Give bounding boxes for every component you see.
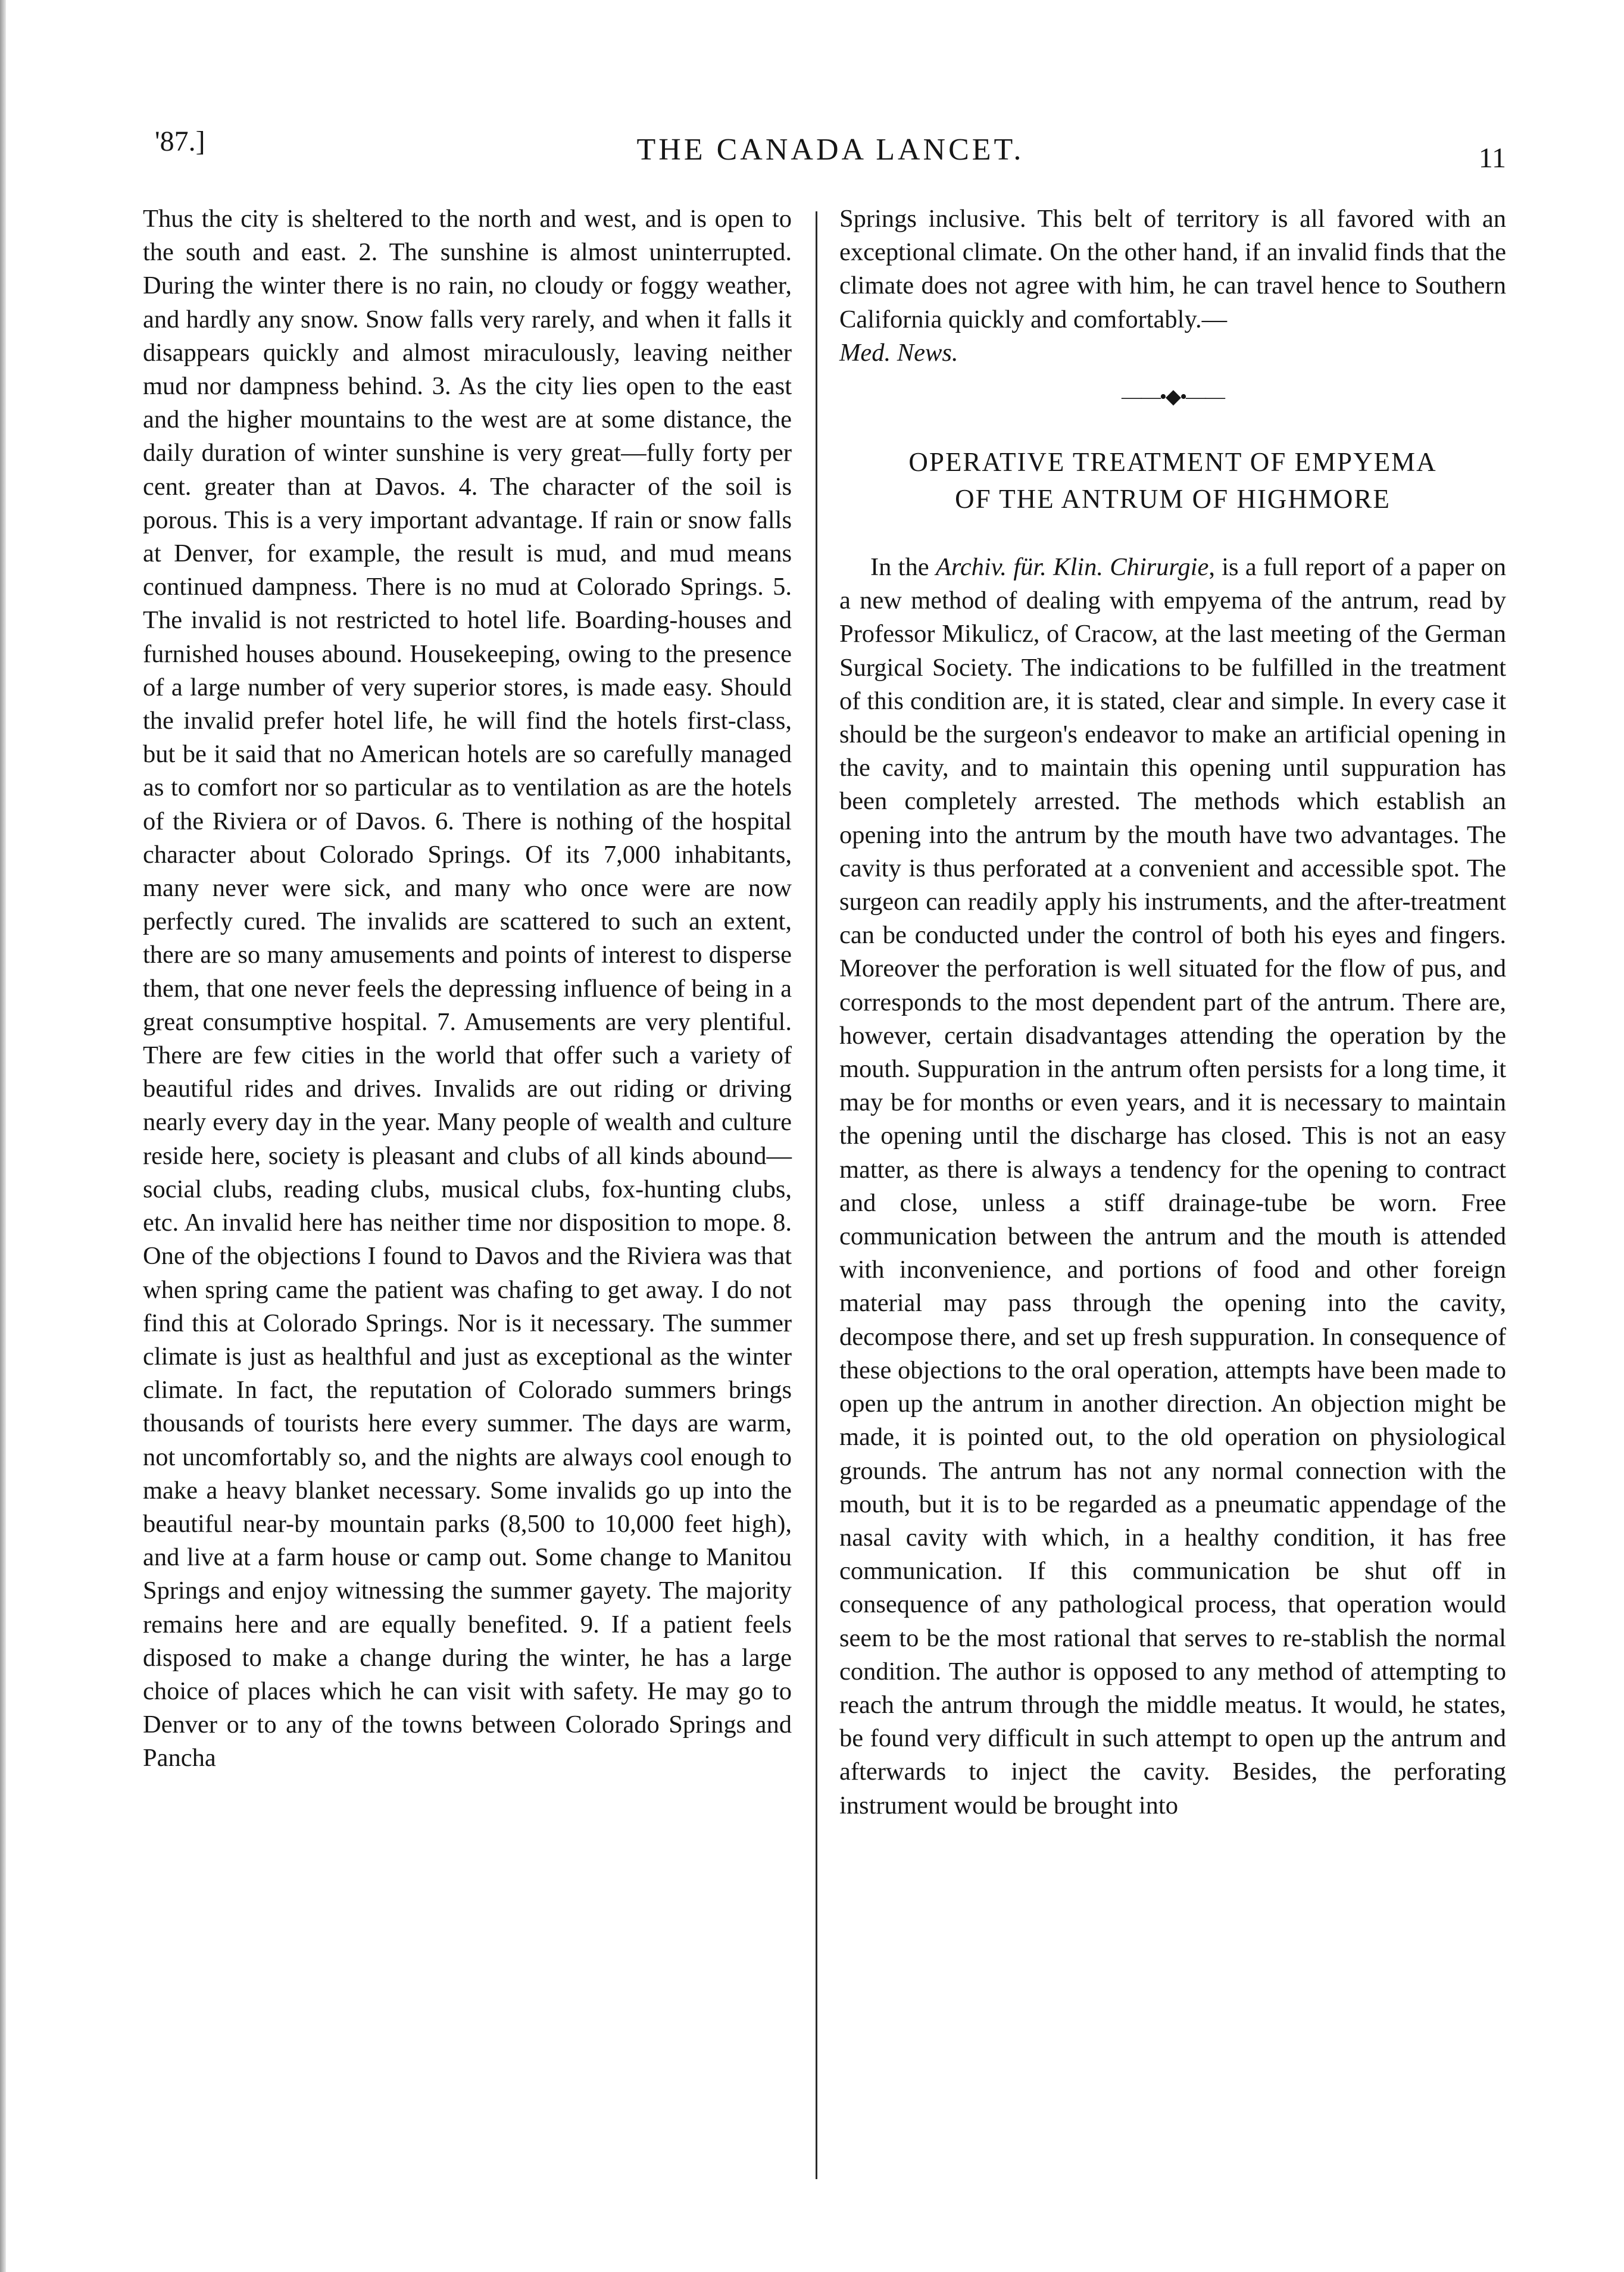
section-ornament: ——•◆•—— [1122, 386, 1224, 408]
article-intro: In the [870, 553, 936, 582]
source-attribution: Med. News. [839, 338, 958, 367]
left-column-text: Thus the city is sheltered to the north and west, and is open to the south and east. 2. The sunshine is almost uninterrupted. During the winter there is no rain, no cloudy or foggy weather, and hardly any snow. Snow falls very rarely, and when it falls it disappears quickly and almost miraculously, leaving neither mud nor dampness behind. 3. As the city lies open to the east and the higher mountains to the west are at some distance, the daily duration of winter sunshine is very great—fully forty per cent. greater than at Davos. 4. The character of the soil is porous. This is a very important advantage. If rain or snow falls at Denver, for example, the result is mud, and mud means continued dampness. There is no mud at Colorado Springs. 5. The invalid is not restricted to hotel life. Boarding-houses and furnished houses abound. Housekeeping, owing to the presence of a large number of very superior stores, is made easy. Should the invalid prefer hotel life, he will find the hotels first-class, but be it said that no American hotels are so carefully managed as to comfort nor so particular as to ventilation as are the hotels of the Riviera or of Davos. 6. There is nothing of the hospital character about Colorado Springs. Of its 7,000 inhabitants, many never were sick, and many who once were are now perfectly cured. The invalids are scattered to such an extent, there are so many amusements and points of interest to disperse them, that one never feels the depressing influence of being in a great consumptive hospital. 7. Amusements are very plentiful. There are few cities in the world that offer such a variety of beautiful rides and drives. Invalids are out riding or driving nearly every day in the year. Many people of wealth and culture reside here, society is pleasant and clubs of all kinds abound—social clubs, reading clubs, musical clubs, fox-hunting clubs, etc. An invalid here has neither time nor disposition to mope. 8. One of the objections I found to Davos and the Riviera was that when spring came the patient was chafing to get away. I do not find this at Colorado Springs. Nor is it necessary. The summer climate is just as healthful and just as exceptional as the winter climate. In fact, the reputation of Colorado summers brings thousands of tourists here every summer. The days are warm, not uncomfortably so, and the nights are always cool enough to make a heavy blanket necessary. Some invalids go up into the beautiful near-by mountain parks (8,500 to 10,000 feet high), and live at a farm house or camp out. Some change to Manitou Springs and enjoy witnessing the summer gayety. The majority remains here and are equally benefited. 9. If a patient feels disposed to make a change during the winter, he has a large choice of places which he can visit with safety. He may go to Denver or to any of the towns between Colorado Springs and Pancha [143, 205, 792, 1772]
left-column [143, 202, 792, 2185]
journal-title: THE CANADA LANCET. [636, 133, 1025, 167]
continued-paragraph [839, 202, 1506, 370]
article-title-line-1: OPERATIVE TREATMENT OF EMPYEMA [908, 447, 1437, 478]
scan-edge-shadow [0, 0, 6, 2272]
article-text: , is a full report of a paper on a new method of dealing with empyema of the antrum, read by Professor Mikulicz, of Cracow, at the last meeting of the German Surgical Society. The indications to be fulfilled in the treatment of this condition are, it is stated, clear and simple. In every case it should be the surgeon's endeavor to make an artificial opening in the cavity, and to maintain this opening until suppuration has been completely arrested. The methods which establish an opening into the antrum by the mouth have two advantages. The cavity is thus perforated at a convenient and accessible spot. The surgeon can readily apply his instruments, and the after-treatment can be conducted under the control of both his eyes and fingers. Moreover the perforation is well situated for the flow of pus, and corresponds to the most dependent part of the antrum. There are, however, certain disadvantages attending the operation by the mouth. Suppuration in the antrum often persists for a long time, it may be for months or even years, and it is necessary to maintain the opening until the discharge has closed. This is not an easy matter, as there is always a tendency for the opening to contract and close, unless a stiff drainage-tube be worn. Free communication between the antrum and the mouth is attended with inconvenience, and portions of food and other foreign material may pass through the opening into the cavity, decompose there, and set up fresh suppuration. In consequence of these objections to the oral operation, attempts have been made to open up the antrum in another direction. An objection might be made, it is pointed out, to the old operation on physiological grounds. The antrum has not any normal connection with the mouth, but it is to be regarded as a pneumatic appendage of the nasal cavity with which, in a healthy condition, it has free communication. If this communication be shut off in consequence of any pathological process, that operation would seem to be the most rational that serves to re-stablish the normal condition. The author is opposed to any method of attempting to reach the antrum through the middle meatus. It would, he states, be found very difficult in such attempt to open up the antrum and afterwards to inject the cavity. Besides, the perforating instrument would be brought into [839, 553, 1506, 1820]
article-title-line-2: OF THE ANTRUM OF HIGHMORE [955, 484, 1391, 514]
cited-journal: Archiv. für. Klin. Chirurgie [935, 553, 1209, 582]
article-body [839, 551, 1506, 1822]
article-title [839, 444, 1506, 517]
year-mark: '87.] [155, 126, 205, 157]
page-number: 11 [1478, 142, 1506, 174]
journal-page [137, 125, 1506, 2185]
continued-text: Springs inclusive. This belt of territory is all favored with an exceptional climate. On the other hand, if an invalid finds that the climate does not agree with him, he can travel hence to Southern California quickly and comfortably.— [839, 205, 1506, 333]
running-header [155, 125, 1506, 191]
column-divider [816, 211, 817, 2179]
right-column [839, 202, 1506, 2185]
